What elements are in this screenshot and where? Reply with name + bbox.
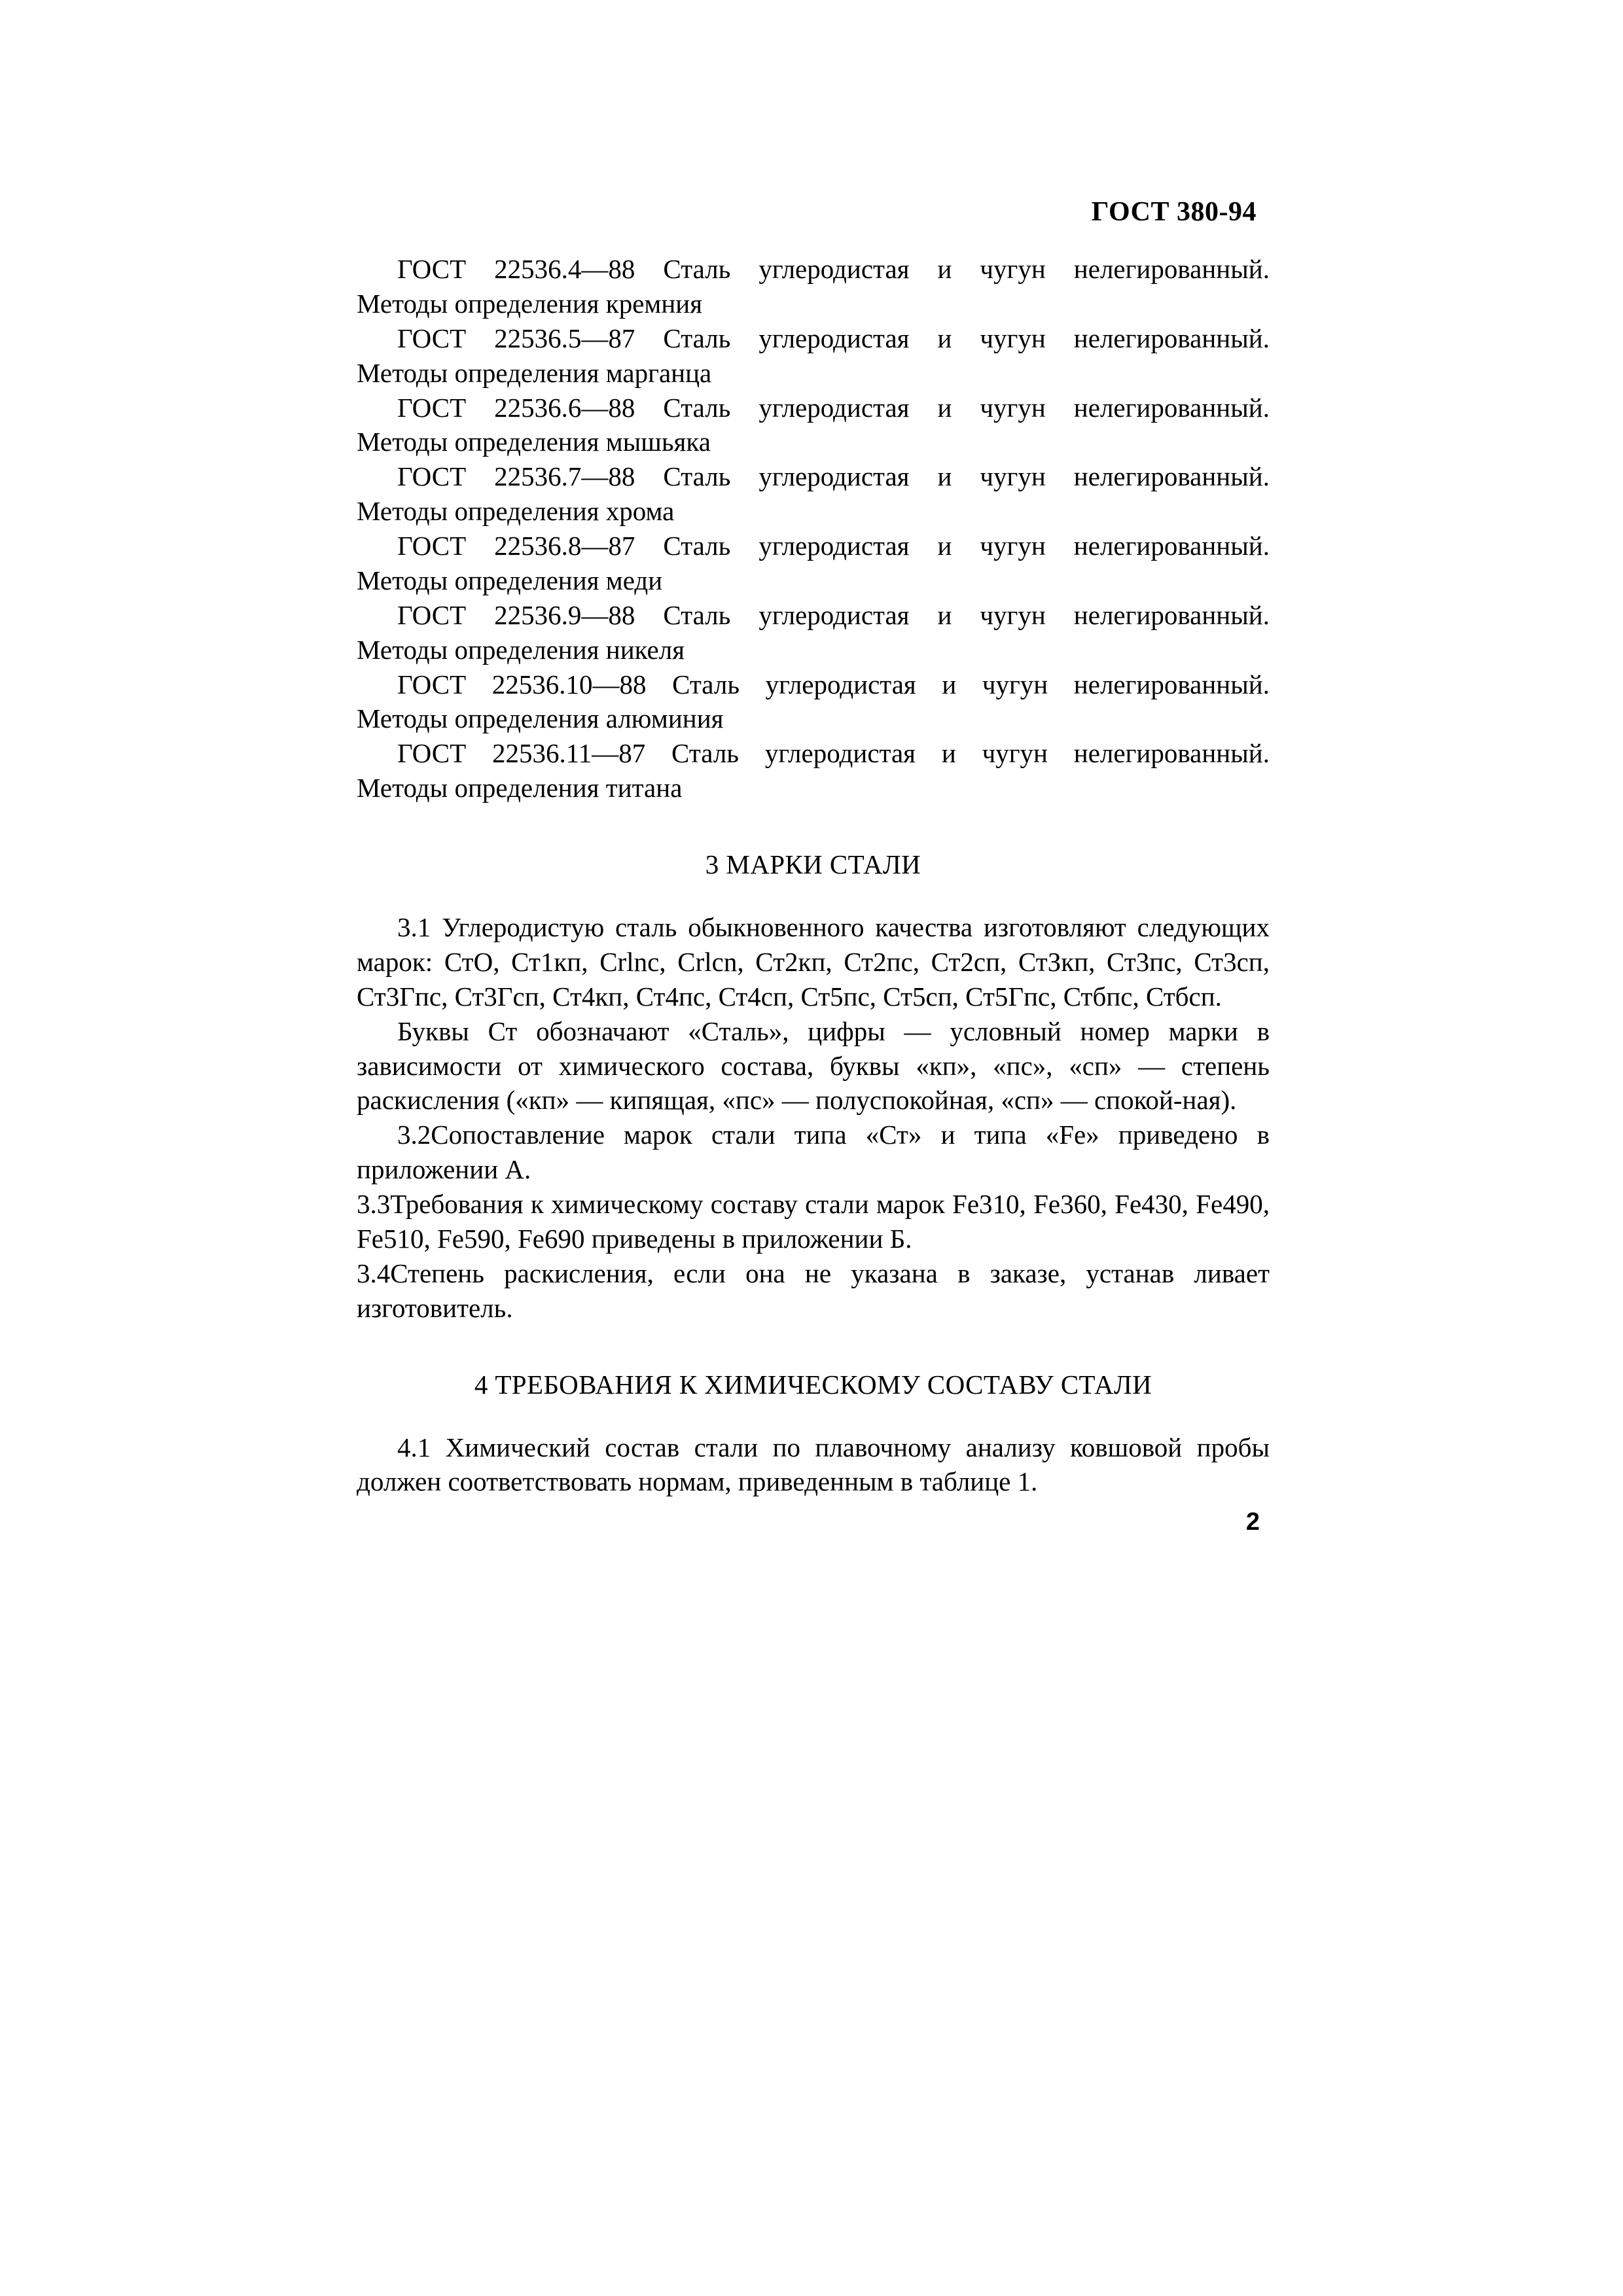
reference-line-2: Методы определения марганца — [357, 357, 712, 388]
reference-item — [357, 459, 1270, 529]
reference-line-1: ГОСТ 22536.5—87 Сталь углеродистая и чугун нелегированный. — [397, 323, 1270, 353]
reference-line-1: ГОСТ 22536.7—88 Сталь углеродистая и чугун нелегированный. — [397, 461, 1270, 492]
page-content — [357, 252, 1270, 1499]
page-number: 2 — [1245, 1508, 1260, 1536]
reference-item — [357, 598, 1270, 667]
normative-references-list — [357, 252, 1270, 805]
section-heading-3: 3 МАРКИ СТАЛИ — [705, 849, 921, 879]
reference-line-1: ГОСТ 22536.8—87 Сталь углеродистая и чугун нелегированный. — [397, 531, 1270, 561]
reference-line-1: ГОСТ 22536.10—88 Сталь углеродистая и чугун нелегированный. — [397, 669, 1270, 699]
paragraph-4-1: 4.1 Химический состав стали по плавочному анализу ковшовой пробы должен соответствовать нормам, приведенным в таблице 1. — [357, 1432, 1270, 1497]
paragraph-3-2: 3.2Сопоставление марок стали типа «Ст» и типа «Fe» приведено в приложении А. — [357, 1120, 1270, 1185]
reference-line-2: Методы определения меди — [357, 565, 663, 595]
reference-line-1: ГОСТ 22536.9—88 Сталь углеродистая и чугун нелегированный. — [397, 599, 1270, 630]
reference-item — [357, 321, 1270, 391]
reference-line-2: Методы определения никеля — [357, 634, 685, 665]
paragraph-3-3: 3.3Требования к химическому составу стали марок Fe310, Fe360, Fe430, Fe490, Fe510, Fe590, Fe690 приведены в приложении Б. — [357, 1189, 1270, 1254]
reference-item — [357, 667, 1270, 737]
reference-line-1: ГОСТ 22536.6—88 Сталь углеродистая и чугун нелегированный. — [397, 392, 1270, 423]
reference-line-1: ГОСТ 22536.11—87 Сталь углеродистая и чугун нелегированный. — [397, 738, 1270, 769]
reference-line-2: Методы определения титана — [357, 773, 683, 804]
spacer — [357, 805, 1270, 849]
reference-line-2: Методы определения хрома — [357, 496, 675, 527]
reference-line-1: ГОСТ 22536.4—88 Сталь углеродистая и чугун нелегированный. — [397, 254, 1270, 284]
reference-line-2: Методы определения алюминия — [357, 703, 724, 734]
spacer — [357, 880, 1270, 910]
reference-line-2: Методы определения мышьяка — [357, 427, 711, 457]
spacer — [357, 1326, 1270, 1369]
paragraph-3-1-note: Буквы Ст обозначают «Сталь», цифры — условный номер марки в зависимости от химического состава, буквы «кп», «пс», «сп» — степень раскисления («кп» — кипящая, «пс» — полуспокойная, «сп» — спокой-ная). — [357, 1016, 1270, 1116]
paragraph-3-1: 3.1 Углеродистую сталь обыкновенного качества изготовляют следующих марок: СтО, Ст1кп, Crlnc, Crlcn, Ст2кп, Ст2пс, Ст2сп, СтЗкп, Ст3пс, Ст3сп, Ст3Гпс, Ст3Гсп, Ст4кп, Ст4пс, Ст4сп, Ст5пс, Ст5сп, Ст5Гпс, Стбпс, Стбсп. — [357, 912, 1270, 1012]
reference-item — [357, 529, 1270, 598]
section-heading-4: 4 ТРЕБОВАНИЯ К ХИМИЧЕСКОМУ СОСТАВУ СТАЛИ — [474, 1369, 1152, 1400]
reference-item — [357, 736, 1270, 805]
reference-item — [357, 391, 1270, 460]
paragraph-3-4: 3.4Степень раскисления, если она не указана в заказе, устанав ливает изготовитель. — [357, 1258, 1270, 1323]
reference-line-2: Методы определения кремния — [357, 288, 703, 319]
spacer — [357, 1400, 1270, 1430]
reference-item — [357, 252, 1270, 321]
page-header: ГОСТ 380-94 — [1091, 197, 1257, 227]
